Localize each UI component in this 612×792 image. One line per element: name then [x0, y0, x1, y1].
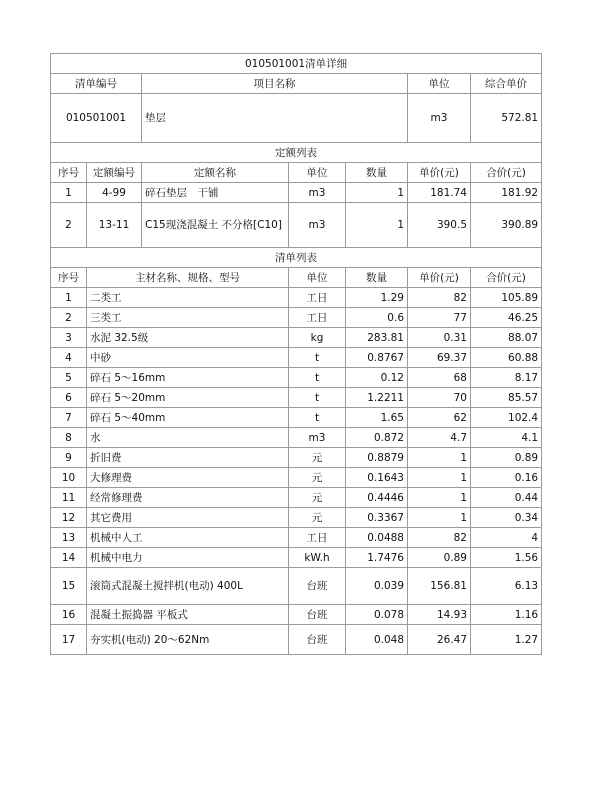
material-qty: 0.3367 [346, 508, 408, 528]
material-price: 82 [408, 528, 471, 548]
material-qty: 0.078 [346, 605, 408, 625]
material-price: 0.89 [408, 548, 471, 568]
material-price: 4.7 [408, 428, 471, 448]
material-name: 机械中人工 [87, 528, 289, 548]
quota-no: 1 [51, 183, 87, 203]
sheet-title: 010501001清单详细 [51, 54, 542, 74]
quota-section-row [51, 143, 542, 163]
material-header-row [51, 268, 542, 288]
material-row [51, 348, 542, 368]
material-price: 1 [408, 468, 471, 488]
material-unit: 台班 [289, 605, 346, 625]
material-total: 4 [471, 528, 542, 548]
material-no: 4 [51, 348, 87, 368]
material-unit: 工日 [289, 288, 346, 308]
material-price: 0.31 [408, 328, 471, 348]
material-price: 26.47 [408, 625, 471, 655]
material-name: 滚筒式混凝土搅拌机(电动) 400L [87, 568, 289, 605]
material-qty: 0.048 [346, 625, 408, 655]
material-section-row [51, 248, 542, 268]
material-no: 15 [51, 568, 87, 605]
material-row [51, 508, 542, 528]
material-total: 0.89 [471, 448, 542, 468]
material-unit: t [289, 348, 346, 368]
item-header-row [51, 74, 542, 94]
material-total: 88.07 [471, 328, 542, 348]
material-price: 82 [408, 288, 471, 308]
material-qty: 1.7476 [346, 548, 408, 568]
material-total: 46.25 [471, 308, 542, 328]
material-qty: 1.29 [346, 288, 408, 308]
quota-header-row [51, 163, 542, 183]
material-unit: 元 [289, 468, 346, 488]
quota-code: 4-99 [87, 183, 142, 203]
material-no: 6 [51, 388, 87, 408]
material-qty: 0.039 [346, 568, 408, 605]
quota-col-no: 序号 [51, 163, 87, 183]
item-row [51, 94, 542, 143]
material-col-unit: 单位 [289, 268, 346, 288]
material-qty: 0.8767 [346, 348, 408, 368]
material-no: 17 [51, 625, 87, 655]
quota-col-unit: 单位 [289, 163, 346, 183]
item-price: 572.81 [471, 94, 542, 143]
material-no: 3 [51, 328, 87, 348]
material-unit: m3 [289, 428, 346, 448]
material-name: 碎石 5～20mm [87, 388, 289, 408]
material-no: 12 [51, 508, 87, 528]
material-price: 69.37 [408, 348, 471, 368]
quota-price: 181.74 [408, 183, 471, 203]
material-no: 11 [51, 488, 87, 508]
material-total: 6.13 [471, 568, 542, 605]
material-no: 5 [51, 368, 87, 388]
quota-code: 13-11 [87, 203, 142, 248]
material-price: 70 [408, 388, 471, 408]
item-unit: m3 [408, 94, 471, 143]
material-unit: 元 [289, 488, 346, 508]
quota-section-title: 定额列表 [51, 143, 542, 163]
material-row [51, 328, 542, 348]
material-qty: 0.6 [346, 308, 408, 328]
name-label: 项目名称 [142, 74, 408, 94]
quota-total: 181.92 [471, 183, 542, 203]
material-section-title: 清单列表 [51, 248, 542, 268]
quota-name: 碎石垫层 干铺 [142, 183, 289, 203]
material-unit: 工日 [289, 308, 346, 328]
material-no: 10 [51, 468, 87, 488]
material-total: 1.56 [471, 548, 542, 568]
material-total: 0.16 [471, 468, 542, 488]
material-row [51, 528, 542, 548]
material-row [51, 468, 542, 488]
material-qty: 1.2211 [346, 388, 408, 408]
material-unit: 元 [289, 508, 346, 528]
material-unit: 台班 [289, 568, 346, 605]
material-row [51, 368, 542, 388]
material-total: 0.34 [471, 508, 542, 528]
material-name: 二类工 [87, 288, 289, 308]
material-unit: 工日 [289, 528, 346, 548]
material-row [51, 428, 542, 448]
material-total: 102.4 [471, 408, 542, 428]
material-price: 77 [408, 308, 471, 328]
material-no: 1 [51, 288, 87, 308]
material-name: 中砂 [87, 348, 289, 368]
material-name: 碎石 5～40mm [87, 408, 289, 428]
material-name: 混凝土振捣器 平板式 [87, 605, 289, 625]
material-unit: t [289, 388, 346, 408]
material-name: 大修理费 [87, 468, 289, 488]
price-label: 综合单价 [471, 74, 542, 94]
material-total: 1.16 [471, 605, 542, 625]
material-qty: 283.81 [346, 328, 408, 348]
material-unit: kW.h [289, 548, 346, 568]
material-price: 1 [408, 508, 471, 528]
material-total: 85.57 [471, 388, 542, 408]
material-total: 4.1 [471, 428, 542, 448]
quota-qty: 1 [346, 203, 408, 248]
material-qty: 0.8879 [346, 448, 408, 468]
material-qty: 0.0488 [346, 528, 408, 548]
item-code: 010501001 [51, 94, 142, 143]
material-price: 1 [408, 448, 471, 468]
material-total: 1.27 [471, 625, 542, 655]
material-qty: 0.4446 [346, 488, 408, 508]
material-no: 13 [51, 528, 87, 548]
material-total: 60.88 [471, 348, 542, 368]
material-price: 68 [408, 368, 471, 388]
material-no: 8 [51, 428, 87, 448]
material-price: 1 [408, 488, 471, 508]
item-name: 垫层 [142, 94, 408, 143]
unit-label: 单位 [408, 74, 471, 94]
material-row [51, 288, 542, 308]
material-total: 105.89 [471, 288, 542, 308]
material-no: 2 [51, 308, 87, 328]
quota-total: 390.89 [471, 203, 542, 248]
material-name: 水泥 32.5级 [87, 328, 289, 348]
material-qty: 0.1643 [346, 468, 408, 488]
quota-col-qty: 数量 [346, 163, 408, 183]
material-row [51, 625, 542, 655]
material-row [51, 408, 542, 428]
material-unit: t [289, 368, 346, 388]
material-no: 9 [51, 448, 87, 468]
material-price: 14.93 [408, 605, 471, 625]
material-row [51, 448, 542, 468]
title-row [51, 54, 542, 74]
quota-row [51, 203, 542, 248]
material-row [51, 488, 542, 508]
bill-detail-table [50, 53, 542, 655]
material-col-no: 序号 [51, 268, 87, 288]
material-price: 156.81 [408, 568, 471, 605]
material-total: 0.44 [471, 488, 542, 508]
quota-col-code: 定额编号 [87, 163, 142, 183]
quota-row [51, 183, 542, 203]
quota-no: 2 [51, 203, 87, 248]
code-label: 清单编号 [51, 74, 142, 94]
quota-col-total: 合价(元) [471, 163, 542, 183]
material-qty: 0.872 [346, 428, 408, 448]
material-unit: 台班 [289, 625, 346, 655]
material-unit: kg [289, 328, 346, 348]
material-qty: 0.12 [346, 368, 408, 388]
material-row [51, 388, 542, 408]
quota-unit: m3 [289, 203, 346, 248]
material-name: 碎石 5～16mm [87, 368, 289, 388]
material-total: 8.17 [471, 368, 542, 388]
material-col-qty: 数量 [346, 268, 408, 288]
material-row [51, 308, 542, 328]
material-row [51, 548, 542, 568]
material-row [51, 568, 542, 605]
material-name: 其它费用 [87, 508, 289, 528]
material-no: 16 [51, 605, 87, 625]
material-name: 经常修理费 [87, 488, 289, 508]
material-price: 62 [408, 408, 471, 428]
material-unit: t [289, 408, 346, 428]
material-no: 14 [51, 548, 87, 568]
quota-col-name: 定额名称 [142, 163, 289, 183]
material-col-price: 单价(元) [408, 268, 471, 288]
material-name: 夯实机(电动) 20～62Nm [87, 625, 289, 655]
quota-unit: m3 [289, 183, 346, 203]
material-name: 机械中电力 [87, 548, 289, 568]
material-qty: 1.65 [346, 408, 408, 428]
quota-name: C15现浇混凝土 不分格[C10] [142, 203, 289, 248]
quota-col-price: 单价(元) [408, 163, 471, 183]
material-no: 7 [51, 408, 87, 428]
quota-qty: 1 [346, 183, 408, 203]
material-name: 三类工 [87, 308, 289, 328]
material-col-total: 合价(元) [471, 268, 542, 288]
material-name: 折旧费 [87, 448, 289, 468]
material-unit: 元 [289, 448, 346, 468]
material-name: 水 [87, 428, 289, 448]
material-row [51, 605, 542, 625]
material-col-name: 主材名称、规格、型号 [87, 268, 289, 288]
quota-price: 390.5 [408, 203, 471, 248]
